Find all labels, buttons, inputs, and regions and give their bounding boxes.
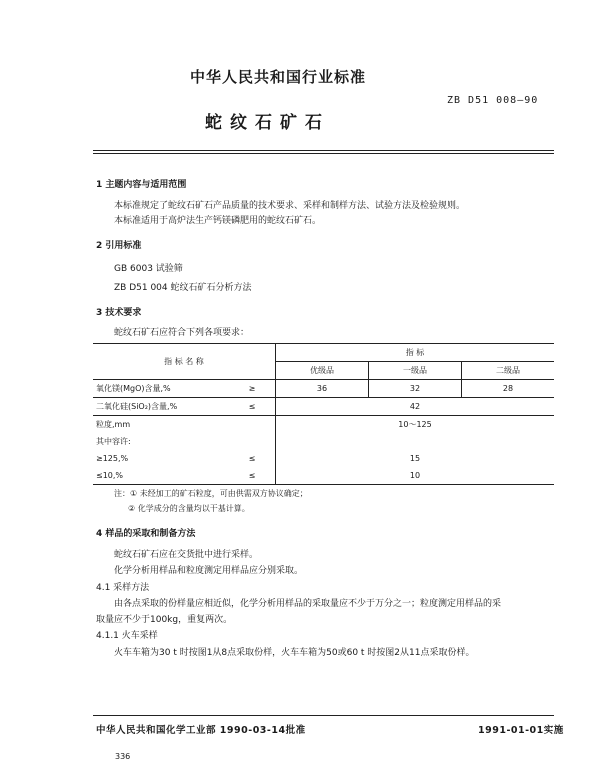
row-sio2-value: 42 bbox=[276, 398, 555, 416]
row-size-value: 10～125 bbox=[276, 416, 555, 434]
table-header-name: 指 标 名 称 bbox=[93, 344, 276, 380]
section-2-heading: 2 引用标准 bbox=[96, 241, 142, 251]
row-over-value: 15 bbox=[276, 450, 555, 467]
row-mgo-second: 28 bbox=[462, 380, 555, 398]
section-1-paragraph-2: 本标准适用于高炉法生产钙镁磷肥用的蛇纹石矿石。 bbox=[114, 216, 322, 226]
footer-divider bbox=[93, 715, 554, 716]
row-over-name: ≥125,% bbox=[96, 454, 129, 463]
row-under-operator: ≤ bbox=[229, 467, 276, 485]
section-4-paragraph-2: 化学分析用样品和粒度测定用样品应分别采取。 bbox=[114, 566, 304, 576]
table-header-index: 指 标 bbox=[276, 344, 555, 362]
table-note-2: ② 化学成分的含量均以干基计算。 bbox=[128, 504, 250, 513]
section-4-1-1-heading: 4.1.1 火车采样 bbox=[96, 631, 158, 641]
requirements-table bbox=[93, 343, 554, 485]
footer-approval: 中华人民共和国化学工业部 1990-03-14批准 bbox=[96, 725, 306, 736]
table-row-sio2 bbox=[93, 398, 554, 416]
grade-first: 一级品 bbox=[369, 362, 462, 380]
section-4-1-1-paragraph: 火车车箱为30 t 时按图1从8点采取份样，火车车箱为50或60 t 时按图2从11点采取份样。 bbox=[114, 648, 475, 658]
standard-code: ZB D51 008—90 bbox=[447, 95, 539, 106]
section-4-paragraph-1: 蛇纹石矿石应在交货批中进行采样。 bbox=[114, 550, 259, 560]
row-tolerance-name: 其中容许: bbox=[96, 437, 131, 446]
table-row-over-125 bbox=[93, 450, 554, 467]
section-3-intro: 蛇纹石矿石应符合下列各项要求： bbox=[114, 328, 250, 338]
table-row-size bbox=[93, 416, 554, 434]
section-1-paragraph-1: 本标准规定了蛇纹石矿石产品质量的技术要求、采样和制样方法、试验方法及检验规则。 bbox=[114, 201, 466, 211]
document-title: 蛇纹石矿石 bbox=[205, 113, 330, 133]
footer-effective-date: 1991-01-01实施 bbox=[478, 725, 564, 736]
grade-second: 二级品 bbox=[462, 362, 555, 380]
row-sio2-name: 二氧化硅(SiO₂)含量,% bbox=[93, 398, 229, 416]
section-4-1-heading: 4.1 采样方法 bbox=[96, 583, 150, 593]
row-over-operator: ≤ bbox=[248, 454, 256, 463]
section-1-heading: 1 主题内容与适用范围 bbox=[96, 180, 187, 190]
section-4-1-paragraph-line-2: 取量应不少于100kg，重复两次。 bbox=[96, 615, 233, 625]
row-under-name: ≤10,% bbox=[93, 467, 229, 485]
section-4-1-paragraph-line-1: 由各点采取的份样量应相近似，化学分析用样品的采取量应不少于万分之一；粒度测定用样品的采 bbox=[114, 599, 502, 609]
table-row-under-10 bbox=[93, 467, 554, 485]
grade-premium: 优级品 bbox=[276, 362, 369, 380]
table-note-1: 注：① 未经加工的矿石粒度，可由供需双方协议确定； bbox=[114, 489, 308, 498]
row-mgo-premium: 36 bbox=[276, 380, 369, 398]
row-mgo-name: 氧化镁(MgO)含量,% bbox=[93, 380, 229, 398]
row-size-name: 粒度,mm bbox=[96, 420, 131, 429]
row-mgo-first: 32 bbox=[369, 380, 462, 398]
section-4-heading: 4 样品的采取和制备方法 bbox=[96, 529, 196, 539]
header-title: 中华人民共和国行业标准 bbox=[190, 68, 367, 86]
row-under-value: 10 bbox=[276, 467, 555, 485]
reference-gb6003: GB 6003 试验筛 bbox=[114, 264, 183, 274]
section-3-heading: 3 技术要求 bbox=[96, 308, 142, 318]
table-row-mgo bbox=[93, 380, 554, 398]
header-divider bbox=[93, 150, 554, 151]
page-number: 336 bbox=[115, 752, 131, 761]
row-sio2-operator: ≤ bbox=[229, 398, 276, 416]
header-divider-second bbox=[93, 153, 554, 154]
row-mgo-operator: ≥ bbox=[229, 380, 276, 398]
table-row-tolerance bbox=[93, 433, 554, 450]
reference-zb-d51-004: ZB D51 004 蛇纹石矿石分析方法 bbox=[114, 283, 252, 293]
